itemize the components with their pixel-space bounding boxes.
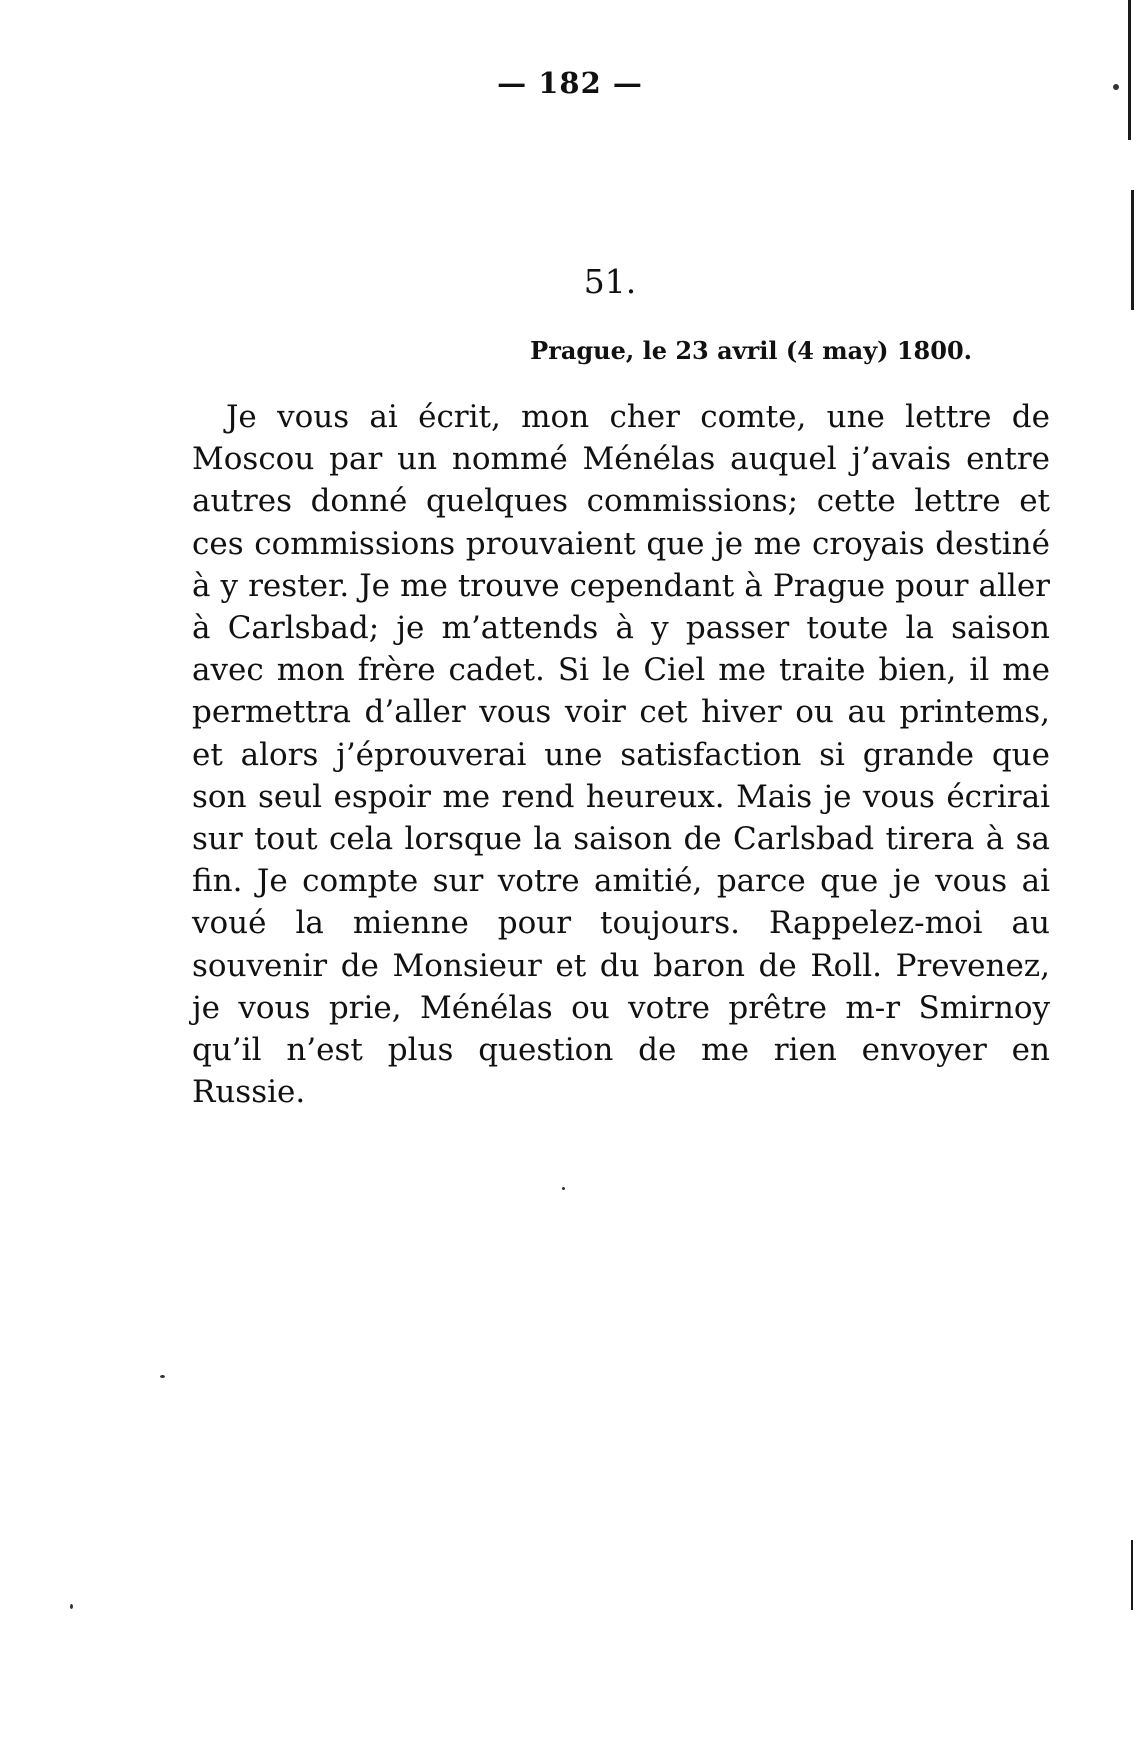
- print-speck: [562, 1187, 565, 1190]
- letter-number: 51.: [583, 262, 637, 301]
- print-speck: [160, 1375, 165, 1378]
- letter-body: [192, 396, 1050, 1113]
- letter-dateline: Prague, le 23 avril (4 may) 1800.: [530, 336, 972, 365]
- page-edge-rule: [1131, 1540, 1133, 1610]
- letter-paragraph: Je vous ai écrit, mon cher comte, une lettre de Moscou par un nommé Ménélas auquel j’avais entre autres donné quelques commissions; cette lettre et ces commissions prouvaient que je me croyais destiné à y rester. Je me trouve cependant à Prague pour aller à Carlsbad; je m’attends à y passer toute la saison avec mon frère cadet. Si le Ciel me traite bien, il me permettra d’aller vous voir cet hiver ou au printems, et alors j’éprouverai une satisfaction si grande que son seul espoir me rend heureux. Mais je vous écrirai sur tout cela lorsque la saison de Carlsbad tirera à sa fin. Je compte sur votre amitié, parce que je vous ai voué la mienne pour toujours. Rappelez-moi au souvenir de Monsieur et du baron de Roll. Prevenez, je vous prie, Ménélas ou votre prêtre m-r Smirnoy qu’il n’est plus question de me rien envoyer en Russie.: [192, 399, 1050, 1111]
- page-number: — 182 —: [497, 66, 643, 100]
- print-speck: [70, 1604, 73, 1609]
